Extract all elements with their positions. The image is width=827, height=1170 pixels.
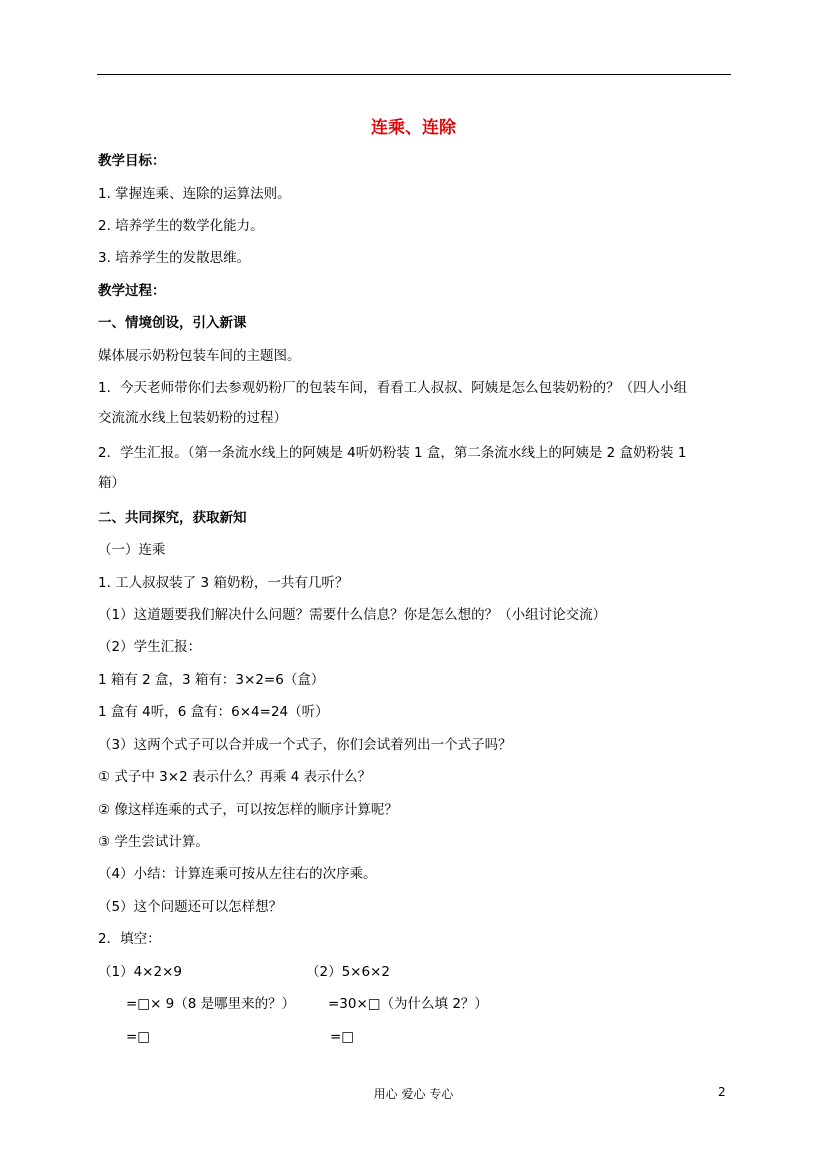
paragraph: 1 盒有 4听，6 盒有：6×4=24（听）	[98, 704, 329, 720]
paragraph: （1）这道题要我们解决什么问题？需要什么信息？你是怎么想的？（小组讨论交流）	[98, 607, 607, 623]
objective-3: 3. 培养学生的发散思维。	[98, 250, 251, 266]
section-1-heading: 一、情境创设，引入新课	[98, 315, 247, 331]
objective-2: 2. 培养学生的数学化能力。	[98, 218, 264, 234]
exercise-2-step-1: =30×□（为什么填 2？）	[328, 996, 488, 1012]
exercise-1-expression: （1）4×2×9	[98, 964, 182, 980]
paragraph: 交流流水线上包装奶粉的过程）	[98, 410, 287, 426]
subsection-heading: （一）连乘	[98, 542, 166, 558]
paragraph: 1．今天老师带你们去参观奶粉厂的包装车间，看看工人叔叔、阿姨是怎么包装奶粉的？（四人小组	[98, 380, 688, 396]
paragraph: （5）这个问题还可以怎样想？	[98, 899, 283, 915]
paragraph: 1 箱有 2 盒，3 箱有：3×2=6（盒）	[98, 672, 325, 688]
header-rule	[97, 74, 731, 75]
document-title: 连乘、连除	[371, 118, 456, 138]
heading-process: 教学过程：	[98, 283, 166, 299]
section-2-heading: 二、共同探究，获取新知	[98, 510, 247, 526]
paragraph: （4）小结：计算连乘可按从左往右的次序乘。	[98, 866, 377, 882]
exercise-2-expression: （2）5×6×2	[306, 964, 390, 980]
page-number: 2	[718, 1085, 726, 1099]
objective-1: 1. 掌握连乘、连除的运算法则。	[98, 186, 291, 202]
paragraph: 2．填空：	[98, 931, 161, 947]
paragraph: 媒体展示奶粉包装车间的主题图。	[98, 348, 301, 364]
page-footer: 用心 爱心 专心	[373, 1087, 454, 1101]
paragraph: ① 式子中 3×2 表示什么？再乘 4 表示什么？	[98, 769, 372, 785]
heading-objectives: 教学目标：	[98, 153, 166, 169]
paragraph: 1. 工人叔叔装了 3 箱奶粉，一共有几听？	[98, 575, 349, 591]
exercise-2-step-2: =□	[330, 1029, 355, 1045]
exercise-1-step-2: =□	[126, 1029, 151, 1045]
exercise-1-step-1: =□× 9（8 是哪里来的？）	[126, 996, 296, 1012]
paragraph: 箱）	[98, 475, 125, 491]
paragraph: ③ 学生尝试计算。	[98, 834, 209, 850]
paragraph: ② 像这样连乘的式子，可以按怎样的顺序计算呢？	[98, 802, 398, 818]
paragraph: 2．学生汇报。（第一条流水线上的阿姨是 4听奶粉装 1 盒，第二条流水线上的阿姨是 2 盒奶粉装 1	[98, 445, 687, 461]
paragraph: （3）这两个式子可以合并成一个式子，你们会试着列出一个式子吗？	[98, 737, 512, 753]
paragraph: （2）学生汇报：	[98, 639, 202, 655]
